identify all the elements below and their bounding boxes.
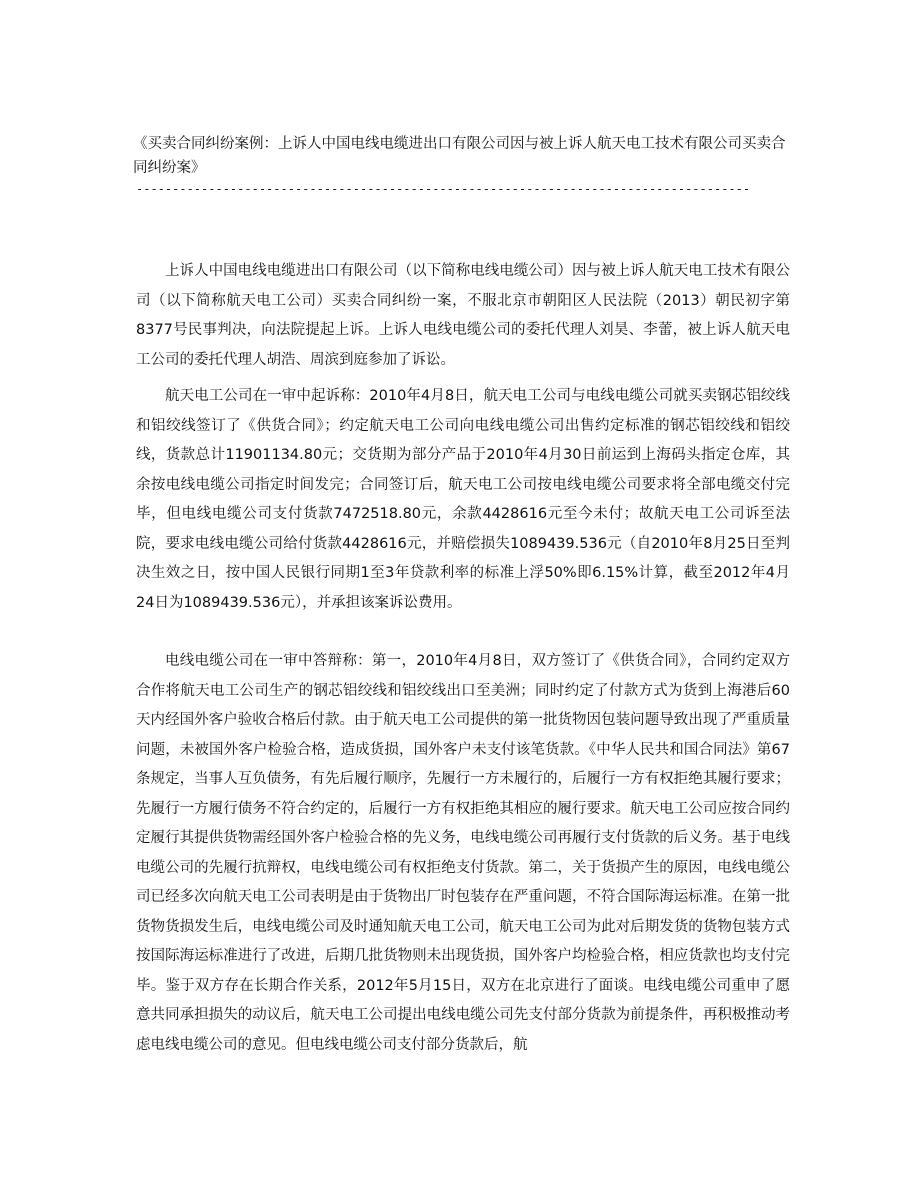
paragraph-appeal-intro: 上诉人中国电线电缆进出口有限公司（以下简称电线电缆公司）因与被上诉人航天电工技术有限公司（以下简称航天电工公司）买卖合同纠纷一案，不服北京市朝阳区人民法院（2013）朝民初字第8377号民事判决，向法院提起上诉。上诉人电线电缆公司的委托代理人刘昊、李蕾，被上诉人航天电工公司的委托代理人胡浩、周滨到庭参加了诉讼。 xyxy=(136,263,790,368)
paragraph-plaintiff-claim: 航天电工公司在一审中起诉称：2010年4月8日，航天电工公司与电线电缆公司就买卖钢芯铝绞线和铝绞线签订了《供货合同》；约定航天电工公司向电线电缆公司出售约定标准的钢芯铝绞线和铝绞线，货款总计11901134.80元；交货期为部分产品于2010年4月30日前运到上海码头指定仓库，其余按电线电缆公司指定时间发完；合同签订后，航天电工公司按电线电缆公司要求将全部电缆交付完毕，但电线电缆公司支付货款7472518.80元，余款4428616元至今未付；故航天电工公司诉至法院，要求电线电缆公司给付货款4428616元，并赔偿损失1089439.536元（自2010年8月25日至判决生效之日，按中国人民银行同期1至3年贷款利率的标准上浮50%即6.15%计算，截至2012年4月24日为1089439.536元），并承担该案诉讼费用。 xyxy=(136,388,790,611)
divider-line: ------------------------------------------------------------------------------------- xyxy=(136,182,751,196)
paragraph-defendant-response: 电线电缆公司在一审中答辩称：第一，2010年4月8日，双方签订了《供货合同》，合同约定双方合作将航天电工公司生产的钢芯铝绞线和铝绞线出口至美洲；同时约定了付款方式为货到上海港后60天内经国外客户验收合格后付款。由于航天电工公司提供的第一批货物因包装问题导致出现了严重质量问题，未被国外客户检验合格，造成货损，国外客户未支付该笔货款。《中华人民共和国合同法》第67条规定，当事人互负债务，有先后履行顺序，先履行一方未履行的，后履行一方有权拒绝其履行要求；先履行一方履行债务不符合约定的，后履行一方有权拒绝其相应的履行要求。航天电工公司应按合同约定履行其提供货物需经国外客户检验合格的先义务，电线电缆公司再履行支付货款的后义务。基于电线电缆公司的先履行抗辩权，电线电缆公司有权拒绝支付货款。第二，关于货损产生的原因，电线电缆公司已经多次向航天电工公司表明是由于货物出厂时包装存在严重问题，不符合国际海运标准。在第一批货物货损发生后，电线电缆公司及时通知航天电工公司，航天电工公司为此对后期发货的货物包装方式按国际海运标准进行了改进，后期几批货物则未出现货损，国外客户均检验合格，相应货款也均支付完毕。鉴于双方存在长期合作关系，2012年5月15日，双方在北京进行了面谈。电线电缆公司重申了愿意共同承担损失的动议后，航天电工公司提出电线电缆公司先支付部分货款为前提条件，再积极推动考虑电线电缆公司的意见。但电线电缆公司支付部分货款后，航 xyxy=(136,653,790,1053)
document-title: 《买卖合同纠纷案例：上诉人中国电线电缆进出口有限公司因与被上诉人航天电工技术有限公司买卖合同纠纷案》 xyxy=(133,136,786,176)
